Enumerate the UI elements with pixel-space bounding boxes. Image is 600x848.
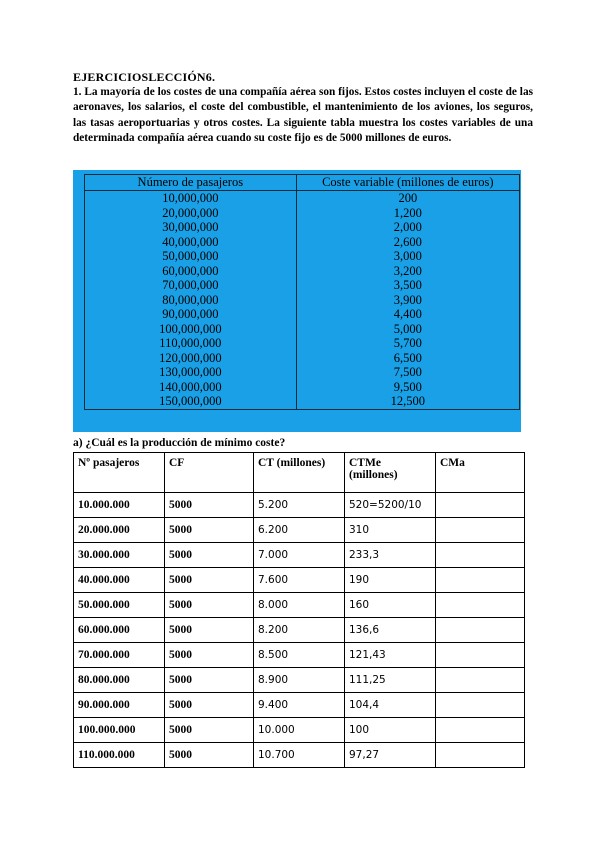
cf-cell: 5000 bbox=[165, 493, 254, 518]
passengers-cell: 50,000,000 bbox=[162, 249, 219, 263]
variable-cost-cell: 1,200 bbox=[393, 205, 422, 220]
ct-cell: 8.200 bbox=[254, 618, 345, 643]
ctme-cell: 104,4 bbox=[345, 693, 436, 718]
table-row bbox=[74, 618, 525, 643]
variable-cost-cell: 2,000 bbox=[393, 220, 422, 234]
cost-answer-table bbox=[73, 452, 525, 768]
ct-cell: 7.600 bbox=[254, 568, 345, 593]
variable-cost-cell: 3,500 bbox=[393, 278, 422, 292]
passengers-cell: 60,000,000 bbox=[162, 263, 219, 278]
table-row bbox=[74, 643, 525, 668]
header-ct: CT (millones) bbox=[254, 453, 345, 493]
variable-cost-column bbox=[296, 191, 519, 410]
variable-cost-cell: 3,900 bbox=[393, 292, 422, 307]
passengers-cell: 70.000.000 bbox=[74, 643, 165, 668]
header-ctme: CTMe (millones) bbox=[345, 453, 436, 493]
ctme-cell: 233,3 bbox=[345, 543, 436, 568]
ctme-cell: 520=5200/10 bbox=[345, 493, 436, 518]
ct-cell: 8.000 bbox=[254, 593, 345, 618]
ctme-cell: 136,6 bbox=[345, 618, 436, 643]
ctme-cell: 160 bbox=[345, 593, 436, 618]
variable-cost-table bbox=[84, 174, 520, 410]
variable-cost-cell: 2,600 bbox=[393, 234, 422, 249]
passengers-cell: 10,000,000 bbox=[162, 191, 219, 205]
cma-cell bbox=[436, 668, 525, 693]
cma-cell bbox=[436, 618, 525, 643]
ctme-cell: 121,43 bbox=[345, 643, 436, 668]
passengers-cell: 30,000,000 bbox=[162, 220, 219, 234]
intro-paragraph: 1. La mayoría de los costes de una compañía aérea son fijos. Estos costes incluyen el coste de las aeronaves, los salarios, el coste del combustible, el mantenimiento de los aviones, los seguros, las tasas aeroportuarias y otros costes. La siguiente tabla muestra los costes variables de una determinada compañía aérea cuando su coste fijo es de 5000 millones de euros. bbox=[73, 86, 533, 145]
cf-cell: 5000 bbox=[165, 518, 254, 543]
answer-table-header bbox=[74, 453, 525, 493]
ct-cell: 7.000 bbox=[254, 543, 345, 568]
table-row bbox=[74, 568, 525, 593]
ctme-cell: 111,25 bbox=[345, 668, 436, 693]
passengers-cell: 40,000,000 bbox=[162, 234, 219, 249]
variable-cost-cell: 5,000 bbox=[393, 321, 422, 336]
variable-cost-table-header bbox=[85, 175, 520, 191]
cma-cell bbox=[436, 543, 525, 568]
passengers-cell: 90.000.000 bbox=[74, 693, 165, 718]
variable-cost-header: Coste variable (millones de euros) bbox=[296, 175, 519, 191]
ct-cell: 10.700 bbox=[254, 743, 345, 768]
passengers-cell: 10.000.000 bbox=[74, 493, 165, 518]
ct-cell: 10.000 bbox=[254, 718, 345, 743]
passengers-cell: 40.000.000 bbox=[74, 568, 165, 593]
cf-cell: 5000 bbox=[165, 643, 254, 668]
passengers-cell: 100,000,000 bbox=[159, 321, 222, 336]
cma-cell bbox=[436, 493, 525, 518]
ct-cell: 8.500 bbox=[254, 643, 345, 668]
passengers-cell: 150,000,000 bbox=[159, 394, 222, 408]
cma-cell bbox=[436, 518, 525, 543]
passengers-cell: 80.000.000 bbox=[74, 668, 165, 693]
passengers-cell: 110,000,000 bbox=[159, 336, 222, 350]
passengers-cell: 140,000,000 bbox=[159, 379, 222, 394]
table-row bbox=[74, 493, 525, 518]
variable-cost-cell: 12,500 bbox=[390, 394, 425, 408]
cma-cell bbox=[436, 593, 525, 618]
passengers-cell: 90,000,000 bbox=[162, 307, 219, 321]
cma-cell bbox=[436, 693, 525, 718]
passengers-cell: 50.000.000 bbox=[74, 593, 165, 618]
ct-cell: 9.400 bbox=[254, 693, 345, 718]
cf-cell: 5000 bbox=[165, 718, 254, 743]
variable-cost-cell: 9,500 bbox=[393, 379, 422, 394]
cf-cell: 5000 bbox=[165, 743, 254, 768]
table-row bbox=[74, 668, 525, 693]
variable-cost-cell: 5,700 bbox=[393, 336, 422, 350]
table-row bbox=[74, 518, 525, 543]
passengers-cell: 20,000,000 bbox=[162, 205, 219, 220]
passengers-cell: 120,000,000 bbox=[159, 350, 222, 365]
table-row bbox=[74, 693, 525, 718]
passengers-cell: 130,000,000 bbox=[159, 365, 222, 379]
variable-cost-table-body bbox=[85, 191, 520, 410]
variable-cost-cell: 3,000 bbox=[393, 249, 422, 263]
variable-cost-cell: 200 bbox=[398, 191, 418, 205]
table-row bbox=[74, 743, 525, 768]
ctme-cell: 97,27 bbox=[345, 743, 436, 768]
table-row bbox=[74, 718, 525, 743]
cf-cell: 5000 bbox=[165, 543, 254, 568]
variable-cost-cell: 4,400 bbox=[393, 307, 422, 321]
ctme-cell: 310 bbox=[345, 518, 436, 543]
passengers-cell: 20.000.000 bbox=[74, 518, 165, 543]
ct-cell: 8.900 bbox=[254, 668, 345, 693]
passengers-column bbox=[85, 191, 297, 410]
passengers-cell: 80,000,000 bbox=[162, 292, 219, 307]
cf-cell: 5000 bbox=[165, 618, 254, 643]
variable-cost-cell: 7,500 bbox=[393, 365, 422, 379]
cma-cell bbox=[436, 568, 525, 593]
passengers-cell: 70,000,000 bbox=[162, 278, 219, 292]
cma-cell bbox=[436, 718, 525, 743]
passengers-cell: 110.000.000 bbox=[74, 743, 165, 768]
table-row bbox=[74, 543, 525, 568]
cma-cell bbox=[436, 743, 525, 768]
cf-cell: 5000 bbox=[165, 668, 254, 693]
cf-cell: 5000 bbox=[165, 593, 254, 618]
passengers-cell: 100.000.000 bbox=[74, 718, 165, 743]
ctme-cell: 190 bbox=[345, 568, 436, 593]
variable-cost-cell: 3,200 bbox=[393, 263, 422, 278]
exercise-title: EJERCICIOSLECCIÓN6. bbox=[73, 70, 216, 84]
header-cma: CMa bbox=[436, 453, 525, 493]
ct-cell: 5.200 bbox=[254, 493, 345, 518]
ctme-cell: 100 bbox=[345, 718, 436, 743]
question-a: a) ¿Cuál es la producción de mínimo coste? bbox=[73, 437, 286, 449]
passengers-header: Número de pasajeros bbox=[85, 175, 297, 191]
cf-cell: 5000 bbox=[165, 568, 254, 593]
cf-cell: 5000 bbox=[165, 693, 254, 718]
table-row bbox=[74, 593, 525, 618]
cma-cell bbox=[436, 643, 525, 668]
passengers-cell: 60.000.000 bbox=[74, 618, 165, 643]
header-cf: CF bbox=[165, 453, 254, 493]
header-passengers: Nº pasajeros bbox=[74, 453, 165, 493]
passengers-cell: 30.000.000 bbox=[74, 543, 165, 568]
ct-cell: 6.200 bbox=[254, 518, 345, 543]
variable-cost-cell: 6,500 bbox=[393, 350, 422, 365]
